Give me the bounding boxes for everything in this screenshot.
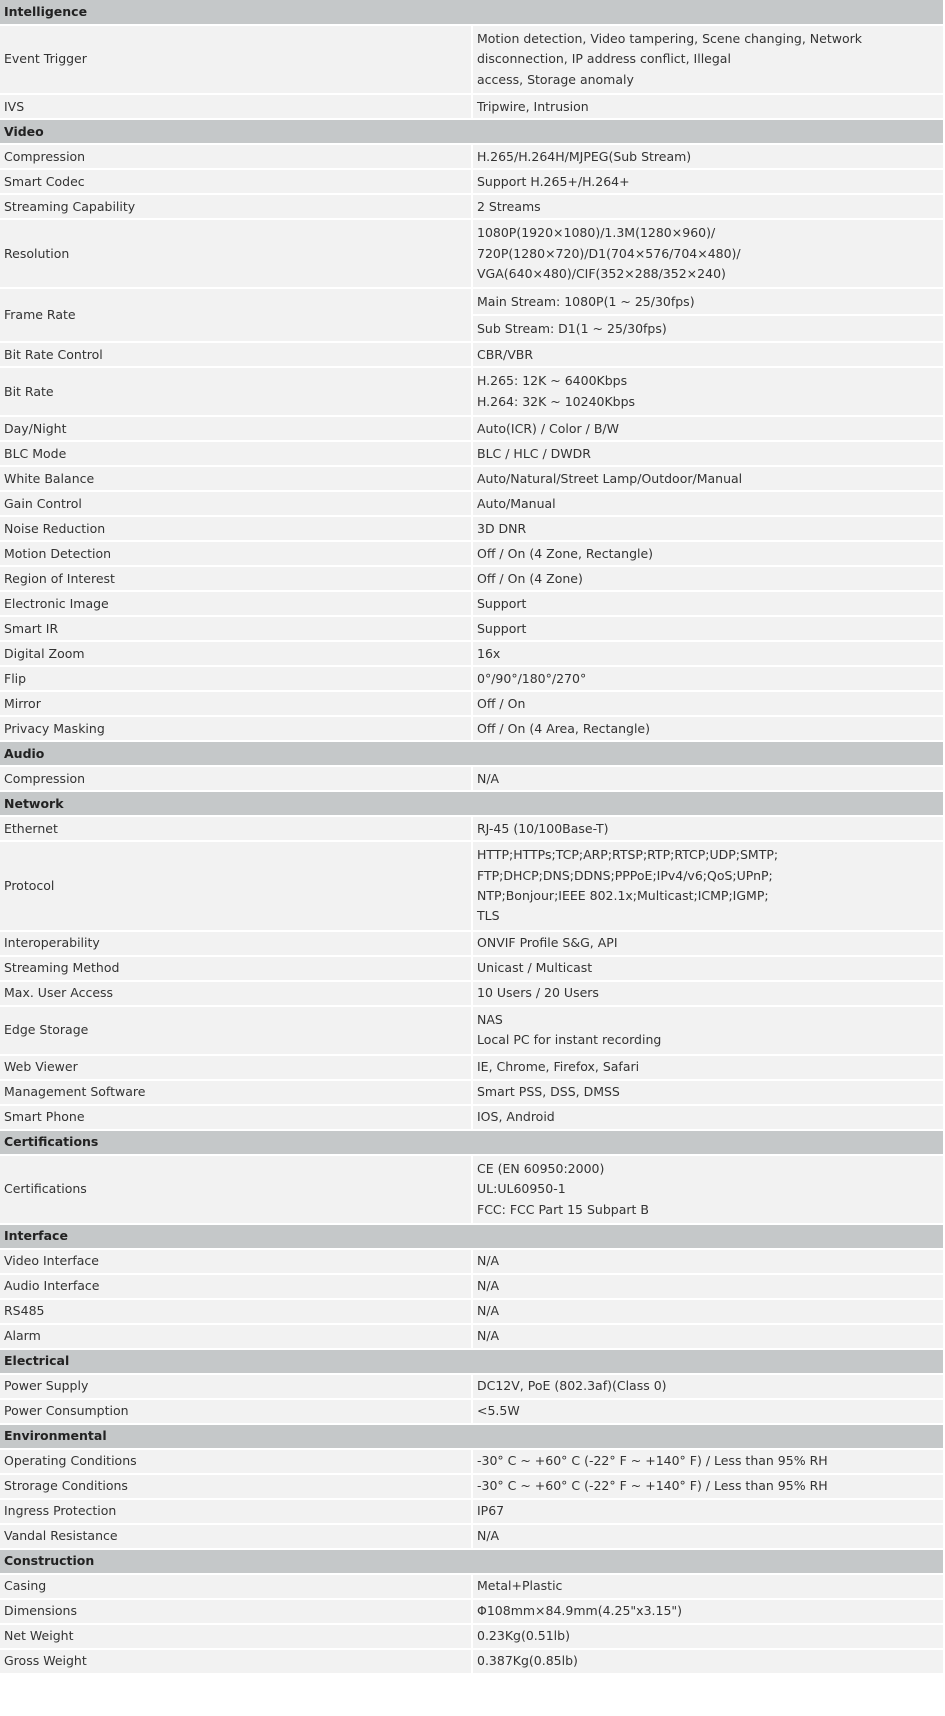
spec-value-line: 2 Streams — [477, 198, 541, 214]
spec-value-line: N/A — [477, 1328, 500, 1344]
spec-value — [472, 1299, 944, 1324]
spec-label: Mirror — [0, 691, 472, 716]
spec-value-line: HTTP;HTTPs;TCP;ARP;RTSP;RTP;RTCP;UDP;SMTP; — [477, 847, 779, 863]
spec-label: Compression — [0, 144, 472, 169]
spec-value-subcell: Main Stream: 1080P(1 ~ 25/30fps) — [477, 294, 695, 310]
section-header-row — [0, 1130, 944, 1155]
spec-value — [472, 641, 944, 666]
spec-row — [0, 981, 944, 1006]
spec-label: Ethernet — [0, 816, 472, 841]
spec-label: Alarm — [0, 1324, 472, 1349]
spec-value — [472, 1324, 944, 1349]
spec-value-line: N/A — [477, 1528, 500, 1544]
spec-value-line: Off / On (4 Zone, Rectangle) — [477, 545, 654, 561]
spec-row — [0, 1474, 944, 1499]
spec-label: Day/Night — [0, 416, 472, 441]
spec-value — [472, 1006, 944, 1055]
spec-row — [0, 94, 944, 119]
spec-value — [472, 441, 944, 466]
spec-value-line: Metal+Plastic — [477, 1578, 563, 1594]
spec-label: Event Trigger — [0, 25, 472, 94]
spec-label: Power Supply — [0, 1374, 472, 1399]
spec-label: Strorage Conditions — [0, 1474, 472, 1499]
spec-value — [472, 144, 944, 169]
spec-row — [0, 516, 944, 541]
spec-value — [472, 666, 944, 691]
spec-label: Bit Rate — [0, 367, 472, 416]
spec-label: Interoperability — [0, 931, 472, 956]
section-header-row — [0, 1349, 944, 1374]
spec-value — [472, 516, 944, 541]
spec-value-line: Support H.265+/H.264+ — [477, 173, 630, 189]
section-title: Audio — [0, 741, 944, 766]
spec-row — [0, 931, 944, 956]
spec-label: RS485 — [0, 1299, 472, 1324]
spec-value — [472, 1105, 944, 1130]
spec-value-line: Unicast / Multicast — [477, 960, 593, 976]
spec-row — [0, 466, 944, 491]
section-title: Certifications — [0, 1130, 944, 1155]
spec-row — [0, 169, 944, 194]
spec-value — [472, 1055, 944, 1080]
spec-label: Smart IR — [0, 616, 472, 641]
spec-value-line: BLC / HLC / DWDR — [477, 445, 591, 461]
spec-row — [0, 441, 944, 466]
spec-label: Streaming Method — [0, 956, 472, 981]
spec-value — [472, 194, 944, 219]
spec-row — [0, 144, 944, 169]
section-title: Intelligence — [0, 0, 944, 25]
spec-row — [0, 288, 944, 342]
spec-value-line: Local PC for instant recording — [477, 1032, 662, 1048]
spec-value — [472, 1624, 944, 1649]
spec-label: Net Weight — [0, 1624, 472, 1649]
spec-value-line: Smart PSS, DSS, DMSS — [477, 1083, 620, 1099]
spec-label: Management Software — [0, 1080, 472, 1105]
spec-value — [472, 1449, 944, 1474]
spec-row — [0, 1274, 944, 1299]
spec-value — [472, 766, 944, 791]
spec-value-line: TLS — [477, 908, 500, 924]
spec-value — [472, 616, 944, 641]
spec-value — [472, 1524, 944, 1549]
spec-label: Resolution — [0, 219, 472, 288]
spec-value-line: NAS — [477, 1011, 503, 1027]
spec-value — [472, 416, 944, 441]
section-header-row — [0, 791, 944, 816]
spec-value — [472, 466, 944, 491]
spec-row — [0, 1599, 944, 1624]
spec-value-line: CBR/VBR — [477, 346, 534, 362]
spec-value-line: Off / On (4 Area, Rectangle) — [477, 720, 651, 736]
spec-row — [0, 816, 944, 841]
section-title: Interface — [0, 1224, 944, 1249]
spec-value — [472, 591, 944, 616]
spec-label: Audio Interface — [0, 1274, 472, 1299]
spec-value — [472, 288, 944, 342]
spec-row — [0, 1374, 944, 1399]
spec-label: White Balance — [0, 466, 472, 491]
spec-value — [472, 1374, 944, 1399]
spec-value-line: N/A — [477, 1278, 500, 1294]
spec-value-line: IOS, Android — [477, 1108, 555, 1124]
spec-value-line: 0.23Kg(0.51lb) — [477, 1628, 570, 1644]
spec-label: Certifications — [0, 1155, 472, 1224]
section-header-row — [0, 1224, 944, 1249]
spec-value — [472, 219, 944, 288]
spec-row — [0, 1499, 944, 1524]
spec-value-line: Off / On — [477, 695, 526, 711]
spec-row — [0, 342, 944, 367]
spec-label: BLC Mode — [0, 441, 472, 466]
spec-value-line: 720P(1280×720)/D1(704×576/704×480)/ VGA(640×480)/CIF(352×288/352×240) — [477, 245, 741, 282]
spec-row — [0, 194, 944, 219]
spec-label: Digital Zoom — [0, 641, 472, 666]
spec-value — [472, 1599, 944, 1624]
spec-value — [472, 169, 944, 194]
spec-row — [0, 1055, 944, 1080]
spec-value — [472, 1249, 944, 1274]
spec-row — [0, 491, 944, 516]
spec-row — [0, 1649, 944, 1674]
spec-value-line: 1080P(1920×1080)/1.3M(1280×960)/ — [477, 225, 716, 241]
section-header-row — [0, 1424, 944, 1449]
section-title: Construction — [0, 1549, 944, 1574]
spec-value-line: -30° C ~ +60° C (-22° F ~ +140° F) / Less than 95% RH — [477, 1478, 828, 1494]
spec-value — [472, 816, 944, 841]
spec-row — [0, 1324, 944, 1349]
spec-label: Electronic Image — [0, 591, 472, 616]
spec-value — [472, 94, 944, 119]
spec-label: Power Consumption — [0, 1399, 472, 1424]
spec-row — [0, 25, 944, 94]
spec-row — [0, 1574, 944, 1599]
spec-value-line: ONVIF Profile S&G, API — [477, 935, 618, 951]
spec-value — [472, 931, 944, 956]
spec-label: IVS — [0, 94, 472, 119]
spec-value-line: Φ108mm×84.9mm(4.25"x3.15") — [477, 1603, 683, 1619]
spec-label: Noise Reduction — [0, 516, 472, 541]
section-header-row — [0, 119, 944, 144]
spec-row — [0, 616, 944, 641]
spec-value-line: Support — [477, 595, 527, 611]
spec-row — [0, 641, 944, 666]
section-title: Network — [0, 791, 944, 816]
spec-value-line: Motion detection, Video tampering, Scene changing, Network disconnection, IP address conflict, Illegal — [477, 31, 862, 67]
spec-row — [0, 1449, 944, 1474]
spec-value-line: Tripwire, Intrusion — [477, 98, 589, 114]
spec-row — [0, 666, 944, 691]
spec-label: Web Viewer — [0, 1055, 472, 1080]
spec-value — [472, 367, 944, 416]
spec-row — [0, 1624, 944, 1649]
spec-value — [472, 25, 944, 94]
spec-row — [0, 1249, 944, 1274]
spec-value — [472, 1274, 944, 1299]
spec-value — [472, 956, 944, 981]
spec-value-line: H.265/H.264H/MJPEG(Sub Stream) — [477, 148, 692, 164]
spec-value-line: Off / On (4 Zone) — [477, 570, 583, 586]
section-title: Video — [0, 119, 944, 144]
spec-value-line: Auto(ICR) / Color / B/W — [477, 420, 619, 436]
spec-value — [472, 841, 944, 931]
spec-label: Streaming Capability — [0, 194, 472, 219]
spec-value — [472, 716, 944, 741]
spec-row — [0, 1105, 944, 1130]
spec-value-line: 10 Users / 20 Users — [477, 985, 599, 1001]
section-title: Electrical — [0, 1349, 944, 1374]
spec-value — [472, 1155, 944, 1224]
spec-value — [472, 1474, 944, 1499]
spec-label: Smart Codec — [0, 169, 472, 194]
spec-row — [0, 691, 944, 716]
spec-row — [0, 956, 944, 981]
spec-label: Smart Phone — [0, 1105, 472, 1130]
spec-value — [472, 691, 944, 716]
spec-value-line: Support — [477, 620, 527, 636]
spec-value-line: CE (EN 60950:2000) — [477, 1160, 605, 1176]
spec-label: Privacy Masking — [0, 716, 472, 741]
spec-value-line: Auto/Natural/Street Lamp/Outdoor/Manual — [477, 470, 743, 486]
spec-label: Motion Detection — [0, 541, 472, 566]
spec-value — [472, 342, 944, 367]
spec-label: Casing — [0, 1574, 472, 1599]
spec-row — [0, 367, 944, 416]
spec-value — [472, 541, 944, 566]
spec-value — [472, 566, 944, 591]
section-header-row — [0, 741, 944, 766]
spec-value-line: 0.387Kg(0.85lb) — [477, 1653, 578, 1669]
spec-label: Compression — [0, 766, 472, 791]
spec-value — [472, 1649, 944, 1674]
spec-value — [472, 1499, 944, 1524]
spec-row — [0, 1299, 944, 1324]
spec-value-subcell: Sub Stream: D1(1 ~ 25/30fps) — [473, 314, 943, 341]
spec-row — [0, 1524, 944, 1549]
spec-label: Bit Rate Control — [0, 342, 472, 367]
spec-row — [0, 219, 944, 288]
spec-label: Edge Storage — [0, 1006, 472, 1055]
spec-value — [472, 981, 944, 1006]
spec-label: Region of Interest — [0, 566, 472, 591]
spec-value — [472, 1574, 944, 1599]
spec-label: Operating Conditions — [0, 1449, 472, 1474]
spec-label: Ingress Protection — [0, 1499, 472, 1524]
spec-value-line: N/A — [477, 1253, 500, 1269]
spec-value — [472, 1399, 944, 1424]
spec-label: Gain Control — [0, 491, 472, 516]
spec-value-line: IP67 — [477, 1503, 505, 1519]
spec-value-line: <5.5W — [477, 1403, 520, 1419]
section-header-row — [0, 1549, 944, 1574]
spec-label: Video Interface — [0, 1249, 472, 1274]
spec-value-line: 16x — [477, 645, 501, 661]
spec-row — [0, 1080, 944, 1105]
spec-value-line: N/A — [477, 1303, 500, 1319]
spec-label: Dimensions — [0, 1599, 472, 1624]
spec-value-line: H.265: 12K ~ 6400Kbps — [477, 373, 628, 389]
spec-row — [0, 841, 944, 931]
spec-value — [472, 1080, 944, 1105]
spec-row — [0, 766, 944, 791]
section-header-row — [0, 0, 944, 25]
spec-value-line: 0°/90°/180°/270° — [477, 670, 587, 686]
spec-value-line: NTP;Bonjour;IEEE 802.1x;Multicast;ICMP;IGMP; — [477, 888, 769, 904]
spec-row — [0, 416, 944, 441]
spec-row — [0, 541, 944, 566]
spec-value-line: N/A — [477, 770, 500, 786]
spec-row — [0, 1399, 944, 1424]
spec-row — [0, 716, 944, 741]
spec-value-line: H.264: 32K ~ 10240Kbps — [477, 393, 636, 409]
spec-value-line: 3D DNR — [477, 520, 527, 536]
spec-value-line: FTP;DHCP;DNS;DDNS;PPPoE;IPv4/v6;QoS;UPnP; — [477, 867, 773, 883]
spec-value-line: Auto/Manual — [477, 495, 556, 511]
spec-value-line: FCC: FCC Part 15 Subpart B — [477, 1201, 649, 1217]
spec-label: Protocol — [0, 841, 472, 931]
spec-row — [0, 1155, 944, 1224]
spec-value — [472, 491, 944, 516]
spec-value-line: UL:UL60950-1 — [477, 1181, 566, 1197]
spec-value-line: RJ-45 (10/100Base-T) — [477, 820, 609, 836]
spec-label: Frame Rate — [0, 288, 472, 342]
spec-label: Max. User Access — [0, 981, 472, 1006]
spec-value-line: -30° C ~ +60° C (-22° F ~ +140° F) / Less than 95% RH — [477, 1453, 828, 1469]
spec-row — [0, 566, 944, 591]
spec-value-line: DC12V, PoE (802.3af)(Class 0) — [477, 1378, 667, 1394]
spec-label: Flip — [0, 666, 472, 691]
spec-value-line: IE, Chrome, Firefox, Safari — [477, 1058, 640, 1074]
spec-label: Gross Weight — [0, 1649, 472, 1674]
spec-row — [0, 1006, 944, 1055]
spec-value-line: access, Storage anomaly — [477, 71, 634, 87]
section-title: Environmental — [0, 1424, 944, 1449]
spec-label: Vandal Resistance — [0, 1524, 472, 1549]
spec-row — [0, 591, 944, 616]
